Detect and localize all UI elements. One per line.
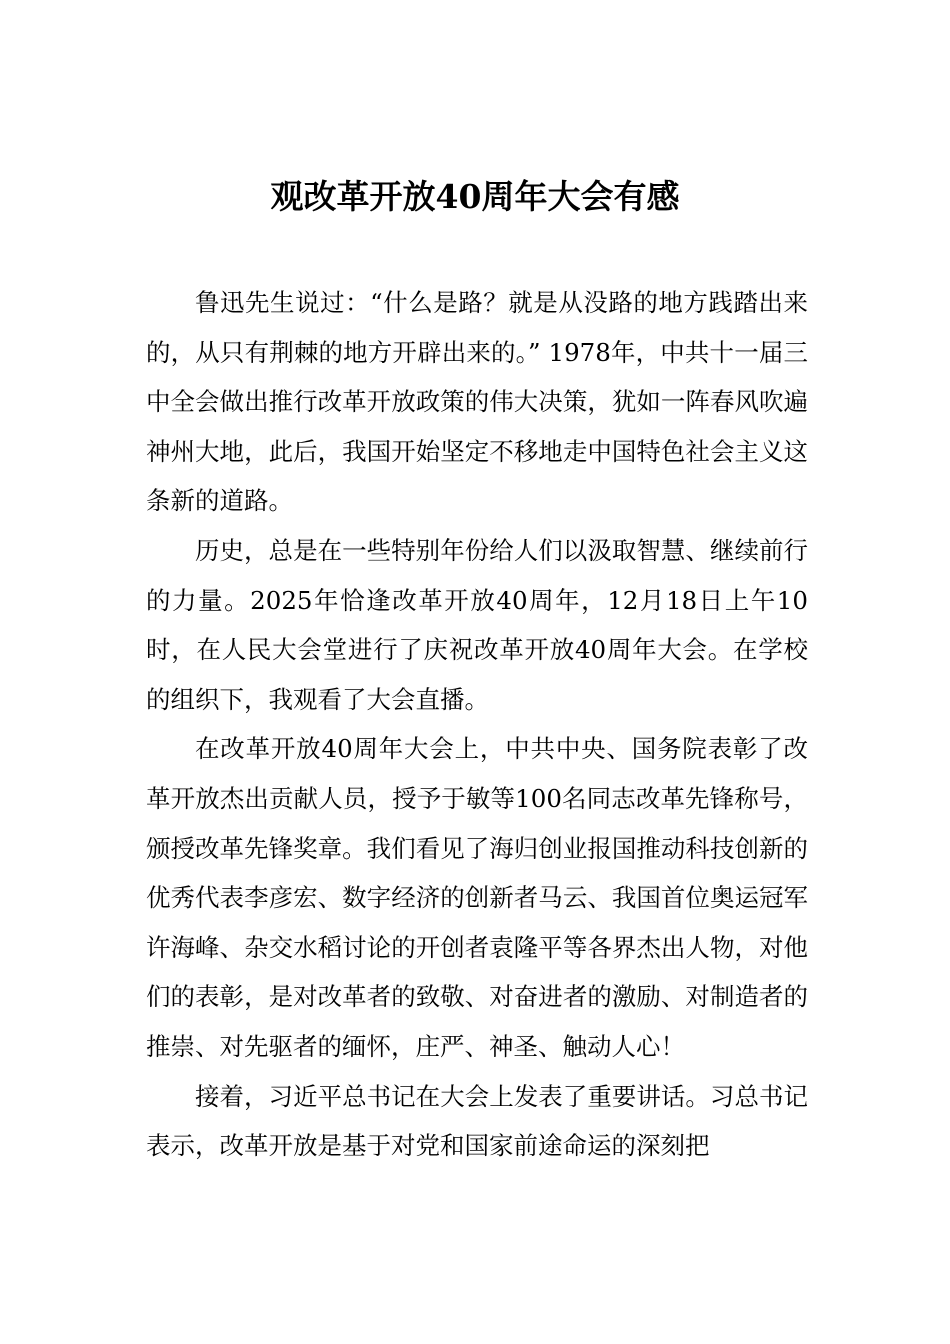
document-title: 观改革开放40周年大会有感 — [270, 177, 680, 216]
paragraph: 历史，总是在一些特别年份给人们以汲取智慧、继续前行的力量。2025年恰逢改革开放40周年，12月18日上午10时，在人民大会堂进行了庆祝改革开放40周年大会。在学校的组织下，我观看了大会直播。 — [146, 535, 808, 714]
paragraph: 在改革开放40周年大会上，中共中央、国务院表彰了改革开放杰出贡献人员，授予于敏等100名同志改革先锋称号，颁授改革先锋奖章。我们看见了海归创业报国推动科技创新的优秀代表李彦宏、数字经济的创新者马云、我国首位奥运冠军许海峰、杂交水稻讨论的开创者袁隆平等各界杰出人物，对他们的表彰，是对改革者的致敬、对奋进者的激励、对制造者的推崇、对先驱者的缅怀，庄严、神圣、触动人心！ — [146, 734, 808, 1061]
paragraph: 鲁迅先生说过：“什么是路？就是从没路的地方践踏出来的，从只有荆棘的地方开辟出来的。” 1978年，中共十一届三中全会做出推行改革开放政策的伟大决策，犹如一阵春风吹遍神州大地，此后，我国开始坚定不移地走中国特色社会主义这条新的道路。 — [146, 288, 808, 516]
document-body — [146, 278, 808, 1171]
paragraph: 接着，习近平总书记在大会上发表了重要讲话。习总书记表示，改革开放是基于对党和国家前途命运的深刻把 — [146, 1081, 808, 1161]
